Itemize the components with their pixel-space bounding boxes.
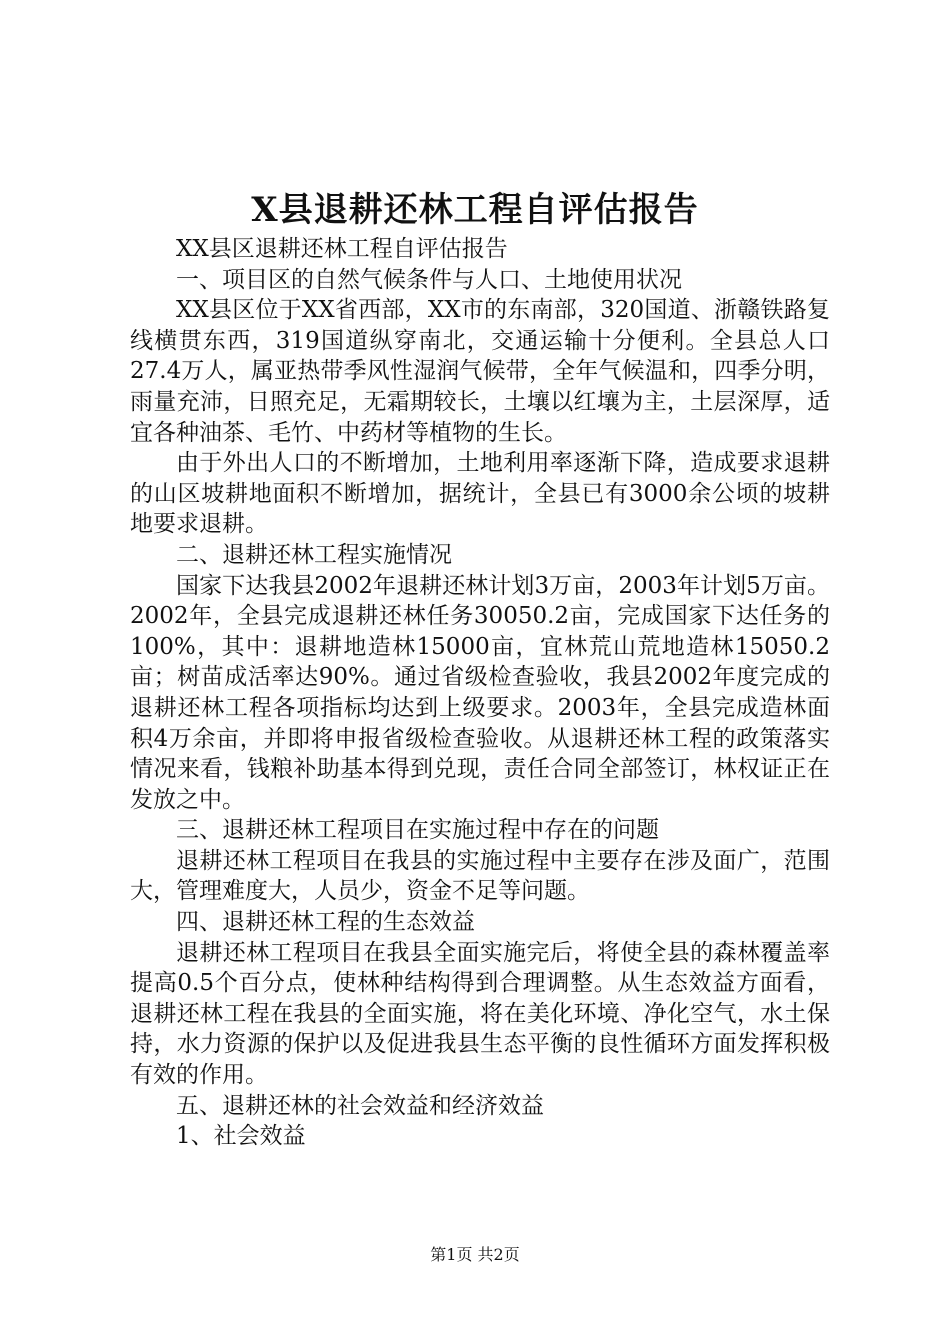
subsection-heading: 1、社会效益 — [176, 1123, 306, 1150]
section-heading-5: 五、退耕还林的社会效益和经济效益 — [176, 1092, 544, 1119]
paragraph: 国家下达我县2002年退耕还林计划3万亩，2003年计划5万亩。2002年，全县完成退耕还林任务30050.2亩，完成国家下达任务的100%，其中：退耕地造林15000亩，宜林荒山荒地造林15050.2亩；树苗成活率达90%。通过省级检查验收，我县2002年度完成的退耕还林工程各项指标均达到上级要求。2003年，全县完成造林面积4万余亩，并即将申报省级检查验收。从退耕还林工程的政策落实情况来看，钱粮补助基本得到兑现，责任合同全部签订，林权证正在发放之中。 — [130, 572, 830, 813]
paragraph: 退耕还林工程项目在我县的实施过程中主要存在涉及面广，范围大，管理难度大，人员少，资金不足等问题。 — [130, 847, 830, 905]
section-heading-3: 三、退耕还林工程项目在实施过程中存在的问题 — [176, 817, 659, 844]
document-title: X县退耕还林工程自评估报告 — [251, 190, 699, 230]
document-body — [130, 234, 830, 1152]
section-heading-4: 四、退耕还林工程的生态效益 — [176, 909, 475, 936]
paragraph: 退耕还林工程项目在我县全面实施完后，将使全县的森林覆盖率提高0.5个百分点，使林种结构得到合理调整。从生态效益方面看，退耕还林工程在我县的全面实施，将在美化环境、净化空气，水土保持，水力资源的保护以及促进我县生态平衡的良性循环方面发挥积极有效的作用。 — [130, 939, 830, 1089]
page-number-footer: 第1页 共2页 — [430, 1245, 520, 1264]
paragraph: XX县区位于XX省西部，XX市的东南部，320国道、浙赣铁路复线横贯东西，319国道纵穿南北，交通运输十分便利。全县总人口27.4万人，属亚热带季风性湿润气候带，全年气候温和，四季分明，雨量充沛，日照充足，无霜期较长，土壤以红壤为主，土层深厚，适宜各种油茶、毛竹、中药材等植物的生长。 — [130, 297, 830, 446]
paragraph-subtitle: XX县区退耕还林工程自评估报告 — [176, 236, 508, 262]
section-heading-2: 二、退耕还林工程实施情况 — [176, 541, 452, 568]
section-heading-1: 一、项目区的自然气候条件与人口、土地使用状况 — [176, 266, 682, 293]
paragraph: 由于外出人口的不断增加，土地利用率逐渐下降，造成要求退耕的山区坡耕地面积不断增加，据统计，全县已有3000余公顷的坡耕地要求退耕。 — [130, 450, 830, 538]
